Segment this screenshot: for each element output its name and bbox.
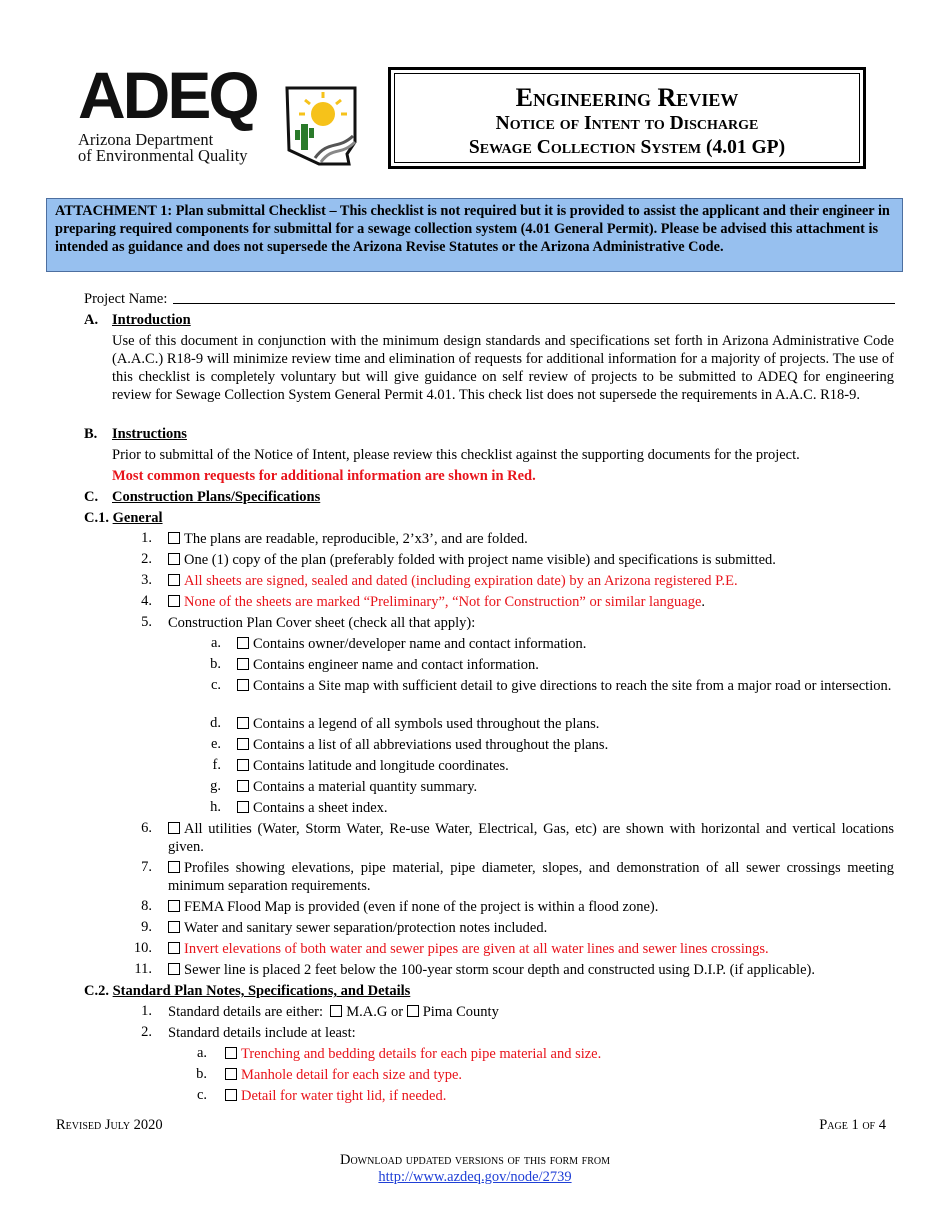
c1-title: General	[112, 510, 163, 526]
section-b-title: Instructions	[112, 426, 187, 442]
checklist-item: The plans are readable, reproducible, 2’x3’, and are folded.	[168, 530, 528, 548]
checkbox[interactable]	[168, 861, 180, 873]
section-a-body: Use of this document in conjunction with the minimum design standards and specifications set forth in Arizona Administrative Code (A.A.C.) R18-9 will minimize review time and elimination of requests for additional information for a majority of projects. The use of this checklist is completely voluntary but will give guidance on self review of projects to be submitted to ADEQ for engineering review for Sewage Collection System General Permit 4.01. This check list does not supersede the requirements in A.A.C. R18-9.	[112, 333, 894, 403]
item-number: 9.	[141, 919, 152, 935]
logo-org-name: Arizona Department of Environmental Quality	[78, 130, 248, 165]
sub-item-letter: f.	[212, 757, 221, 773]
checkbox[interactable]	[237, 658, 249, 670]
item-number: 6.	[141, 820, 152, 836]
checklist-sub-item: Contains a legend of all symbols used throughout the plans.	[237, 715, 599, 733]
arizona-sun-cactus-icon	[283, 80, 363, 170]
section-c-title: Construction Plans/Specifications	[112, 489, 321, 505]
checklist-item: Construction Plan Cover sheet (check all that apply):	[168, 615, 476, 631]
sub-item-letter: g.	[210, 778, 221, 794]
red-note: Most common requests for additional information are shown in Red.	[112, 468, 536, 484]
checklist-sub-item: Manhole detail for each size and type.	[225, 1066, 462, 1084]
download-link-wrap	[0, 1168, 950, 1186]
item-number: 1.	[141, 530, 152, 546]
download-link[interactable]: http://www.azdeq.gov/node/2739	[378, 1169, 572, 1185]
checkbox[interactable]	[237, 801, 249, 813]
section-a-letter: A.	[84, 312, 99, 328]
checkbox[interactable]	[237, 717, 249, 729]
checklist-item: None of the sheets are marked “Preliminary”, “Not for Construction” or similar language.	[168, 593, 705, 611]
title-box	[388, 67, 866, 169]
sub-item-letter: d.	[210, 715, 221, 731]
sub-item-letter: c.	[210, 677, 221, 693]
checkbox[interactable]	[168, 532, 180, 544]
c2-title: Standard Plan Notes, Specifications, and Details	[112, 983, 411, 999]
checklist-item: FEMA Flood Map is provided (even if none of the project is within a flood zone).	[168, 898, 658, 916]
section-b-body: Prior to submittal of the Notice of Intent, please review this checklist against the supporting documents for the project.	[112, 447, 800, 463]
checkbox[interactable]	[168, 942, 180, 954]
item-number: 11.	[134, 961, 152, 977]
checkbox[interactable]	[225, 1047, 237, 1059]
checklist-sub-item: Contains a list of all abbreviations used throughout the plans.	[237, 736, 608, 754]
c1-label: C.1. General	[84, 510, 163, 526]
checklist-sub-item: Contains a sheet index.	[237, 799, 388, 817]
checklist-item: Sewer line is placed 2 feet below the 100-year storm scour depth and constructed using D.I.P. (if applicable).	[168, 961, 815, 979]
sub-item-letter: b.	[196, 1066, 207, 1082]
sub-item-letter: a.	[196, 1045, 207, 1061]
checklist-sub-item: Contains owner/developer name and contact information.	[237, 635, 586, 653]
checklist-sub-item: Contains engineer name and contact information.	[237, 656, 539, 674]
logo-abbrev: ADEQ	[78, 58, 257, 132]
checklist-sub-item: Contains latitude and longitude coordinates.	[237, 757, 509, 775]
checkbox[interactable]	[168, 595, 180, 607]
checklist-sub-item: Contains a material quantity summary.	[237, 778, 477, 796]
standard-details-item: Standard details are either: M.A.G or Pima County	[168, 1004, 499, 1020]
checkbox[interactable]	[237, 738, 249, 750]
c2-label: C.2. Standard Plan Notes, Specifications, and Details	[84, 983, 411, 999]
item-number: 8.	[141, 898, 152, 914]
item-number: 5.	[141, 614, 152, 630]
checkbox[interactable]	[225, 1068, 237, 1080]
checkbox[interactable]	[168, 921, 180, 933]
item-number: 4.	[141, 593, 152, 609]
revised-date: Revised July 2020	[56, 1117, 163, 1133]
checkbox[interactable]	[237, 679, 249, 691]
sub-item-letter: b.	[210, 656, 221, 672]
download-note: Download updated versions of this form from	[339, 1152, 611, 1168]
checkbox[interactable]	[168, 963, 180, 975]
document-title: Engineering Review	[515, 83, 739, 112]
adeq-logo	[78, 58, 368, 170]
checkbox-pima-county[interactable]	[407, 1005, 419, 1017]
checklist-item: One (1) copy of the plan (preferably folded with project name visible) and specifications is submitted.	[168, 551, 776, 569]
checkbox[interactable]	[237, 780, 249, 792]
attachment-notice: ATTACHMENT 1: Plan submittal Checklist – This checklist is not required but it is provided to assist the applicant and their engineer in preparing required components for submittal for a sewage collection system (4.01 General Permit). Please be advised this attachment is intended as guidance and does not supersede the Arizona Revise Statutes or the Arizona Administrative Code.	[46, 198, 903, 272]
item-number: 2.	[141, 551, 152, 567]
checklist-item: Water and sanitary sewer separation/protection notes included.	[168, 919, 547, 937]
checklist-sub-item: Trenching and bedding details for each pipe material and size.	[225, 1045, 601, 1063]
project-name-field[interactable]	[173, 303, 895, 304]
item-number: 3.	[141, 572, 152, 588]
project-name-label: Project Name:	[84, 291, 168, 307]
checkbox-mag[interactable]	[330, 1005, 342, 1017]
document-subtitle-1: Notice of Intent to Discharge	[495, 113, 759, 134]
item-number: 10.	[133, 940, 152, 956]
sub-item-letter: h.	[210, 799, 221, 815]
checklist-sub-item: Detail for water tight lid, if needed.	[225, 1087, 446, 1105]
checklist-sub-item: Contains a Site map with sufficient detail to give directions to reach the site from a major road or intersection.	[237, 677, 894, 695]
checkbox[interactable]	[237, 759, 249, 771]
checklist-item: All utilities (Water, Storm Water, Re-use Water, Electrical, Gas, etc) are shown with horizontal and vertical locations given.	[168, 821, 894, 855]
checklist-item: All sheets are signed, sealed and dated (including expiration date) by an Arizona registered P.E.	[168, 572, 738, 590]
checkbox[interactable]	[225, 1089, 237, 1101]
sub-item-letter: a.	[210, 635, 221, 651]
standard-details-item: Standard details include at least:	[168, 1025, 356, 1041]
item-number: 1.	[141, 1003, 152, 1019]
checkbox[interactable]	[168, 574, 180, 586]
section-a-title: Introduction	[112, 312, 191, 328]
checklist-item: Profiles showing elevations, pipe material, pipe diameter, slopes, and demonstration of all sewer crossings meeting minimum separation requirements.	[168, 860, 894, 894]
section-b-letter: B.	[84, 426, 98, 442]
checkbox[interactable]	[168, 553, 180, 565]
checkbox[interactable]	[168, 900, 180, 912]
checkbox[interactable]	[168, 822, 180, 834]
sub-item-letter: e.	[210, 736, 221, 752]
page-number: Page 1 of 4	[819, 1117, 886, 1133]
item-number: 2.	[141, 1024, 152, 1040]
checklist-item: Invert elevations of both water and sewer pipes are given at all water lines and sewer lines crossings.	[168, 940, 769, 958]
section-c-letter: C.	[84, 489, 99, 505]
item-number: 7.	[141, 859, 152, 875]
sub-item-letter: c.	[196, 1087, 207, 1103]
checkbox[interactable]	[237, 637, 249, 649]
document-subtitle-2: Sewage Collection System (4.01 GP)	[468, 137, 786, 158]
